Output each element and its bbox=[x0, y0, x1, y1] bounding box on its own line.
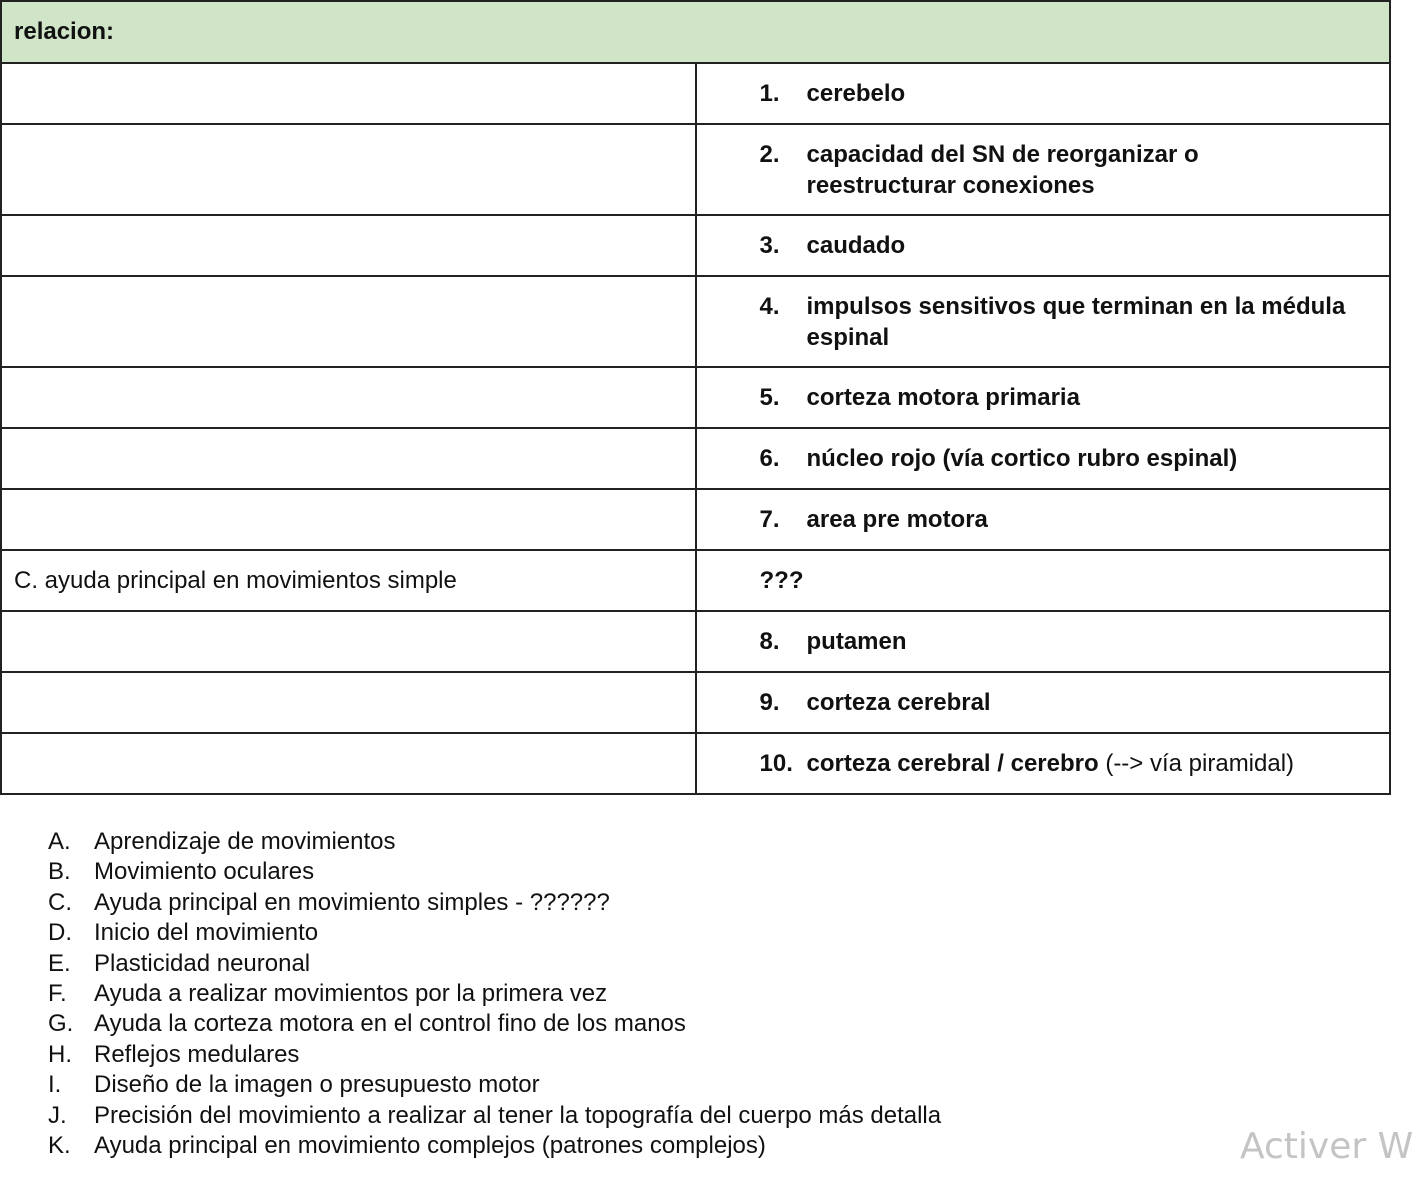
list-item bbox=[48, 979, 941, 1009]
row-right-cell bbox=[696, 276, 1391, 367]
legend-text: Ayuda la corteza motora en el control fino de los manos bbox=[94, 1010, 686, 1038]
row-right-cell bbox=[696, 611, 1391, 672]
legend-text: Ayuda a realizar movimientos por la primera vez bbox=[94, 980, 608, 1008]
table-row bbox=[1, 672, 1390, 733]
table-row bbox=[1, 611, 1390, 672]
legend-letter: G. bbox=[48, 1010, 74, 1038]
legend-text: Inicio del movimiento bbox=[94, 919, 319, 947]
row-left-cell: C. ayuda principal en movimientos simple bbox=[1, 550, 696, 611]
legend-text: Aprendizaje de movimientos bbox=[94, 828, 396, 855]
item-number: 2. bbox=[759, 140, 780, 168]
row-left-cell bbox=[1, 489, 696, 550]
legend-letter: H. bbox=[48, 1040, 72, 1068]
list-item bbox=[48, 918, 941, 948]
item-text: corteza cerebral bbox=[806, 689, 991, 716]
row-left-cell bbox=[1, 672, 696, 733]
legend-letter: F. bbox=[48, 980, 67, 1008]
table-header: relacion: bbox=[1, 1, 1390, 63]
item-number: 9. bbox=[759, 689, 780, 716]
row-right-cell bbox=[696, 550, 1391, 611]
list-item bbox=[48, 1040, 941, 1070]
item-text: caudado bbox=[806, 232, 906, 259]
legend-letter: K. bbox=[48, 1132, 71, 1160]
legend-text: Reflejos medulares bbox=[94, 1040, 300, 1068]
list-item bbox=[48, 827, 941, 857]
item-number: 3. bbox=[759, 232, 780, 259]
table-row bbox=[1, 63, 1390, 124]
legend-letter: D. bbox=[48, 919, 72, 947]
item-text: capacidad del SN de reorganizar o reestructurar conexiones bbox=[806, 140, 1199, 199]
item-number: 6. bbox=[759, 445, 780, 472]
legend-text: Diseño de la imagen o presupuesto motor bbox=[94, 1071, 540, 1099]
row-right-cell bbox=[696, 733, 1391, 794]
item-text: corteza cerebral / cerebro (--> vía piramidal) bbox=[806, 750, 1295, 777]
row-left-cell bbox=[1, 611, 696, 672]
legend-text: Precisión del movimiento a realizar al tener la topografía del cuerpo más detalla bbox=[94, 1101, 942, 1129]
row-right-cell bbox=[696, 63, 1391, 124]
table-row bbox=[1, 367, 1390, 428]
item-number: 7. bbox=[759, 506, 780, 533]
legend-letter: I. bbox=[48, 1071, 62, 1099]
table-row bbox=[1, 124, 1390, 215]
legend-letter: E. bbox=[48, 949, 71, 977]
legend-text: Movimiento oculares bbox=[94, 858, 315, 886]
table-row bbox=[1, 428, 1390, 489]
item-number: 1. bbox=[759, 80, 780, 107]
list-item bbox=[48, 888, 941, 918]
row-right-cell bbox=[696, 124, 1391, 215]
item-number: 8. bbox=[759, 628, 780, 655]
row-right-cell bbox=[696, 367, 1391, 428]
item-text: cerebelo bbox=[806, 80, 906, 107]
row-left-cell bbox=[1, 215, 696, 276]
legend-text: Ayuda principal en movimiento complejos (patrones complejos) bbox=[94, 1132, 766, 1160]
table-row bbox=[1, 489, 1390, 550]
item-text: corteza motora primaria bbox=[806, 384, 1080, 411]
legend-letter: J. bbox=[48, 1101, 67, 1129]
legend-letter: C. bbox=[48, 888, 72, 916]
list-item bbox=[48, 1101, 941, 1131]
list-item bbox=[48, 949, 941, 979]
row-right-cell bbox=[696, 489, 1391, 550]
item-number: 10. bbox=[759, 750, 793, 777]
item-text: ??? bbox=[759, 567, 804, 594]
item-text: area pre motora bbox=[806, 506, 988, 533]
row-right-cell bbox=[696, 428, 1391, 489]
list-item bbox=[48, 1131, 941, 1161]
row-left-cell bbox=[1, 367, 696, 428]
table-row bbox=[1, 550, 1390, 611]
item-number: 5. bbox=[759, 384, 780, 411]
table-row bbox=[1, 276, 1390, 367]
row-right-cell bbox=[696, 215, 1391, 276]
legend-text: Plasticidad neuronal bbox=[94, 949, 311, 977]
legend-letter: B. bbox=[48, 858, 71, 886]
item-text: impulsos sensitivos que terminan en la médula espinal bbox=[806, 292, 1346, 351]
row-left-cell bbox=[1, 63, 696, 124]
item-text: putamen bbox=[806, 628, 907, 655]
legend-text: Ayuda principal en movimiento simples - ?????? bbox=[94, 888, 610, 916]
item-number: 4. bbox=[759, 292, 780, 320]
row-right-cell bbox=[696, 672, 1391, 733]
row-left-cell bbox=[1, 276, 696, 367]
table-row bbox=[1, 215, 1390, 276]
legend-letter: A. bbox=[48, 828, 71, 855]
row-left-cell bbox=[1, 124, 696, 215]
row-left-cell bbox=[1, 733, 696, 794]
legend-list bbox=[48, 827, 941, 1161]
item-text: núcleo rojo (vía cortico rubro espinal) bbox=[806, 445, 1238, 472]
list-item bbox=[48, 857, 941, 887]
activation-watermark: Activer W bbox=[1240, 1126, 1413, 1167]
row-left-cell bbox=[1, 428, 696, 489]
table-row bbox=[1, 733, 1390, 794]
list-item bbox=[48, 1070, 941, 1100]
list-item bbox=[48, 1009, 941, 1039]
